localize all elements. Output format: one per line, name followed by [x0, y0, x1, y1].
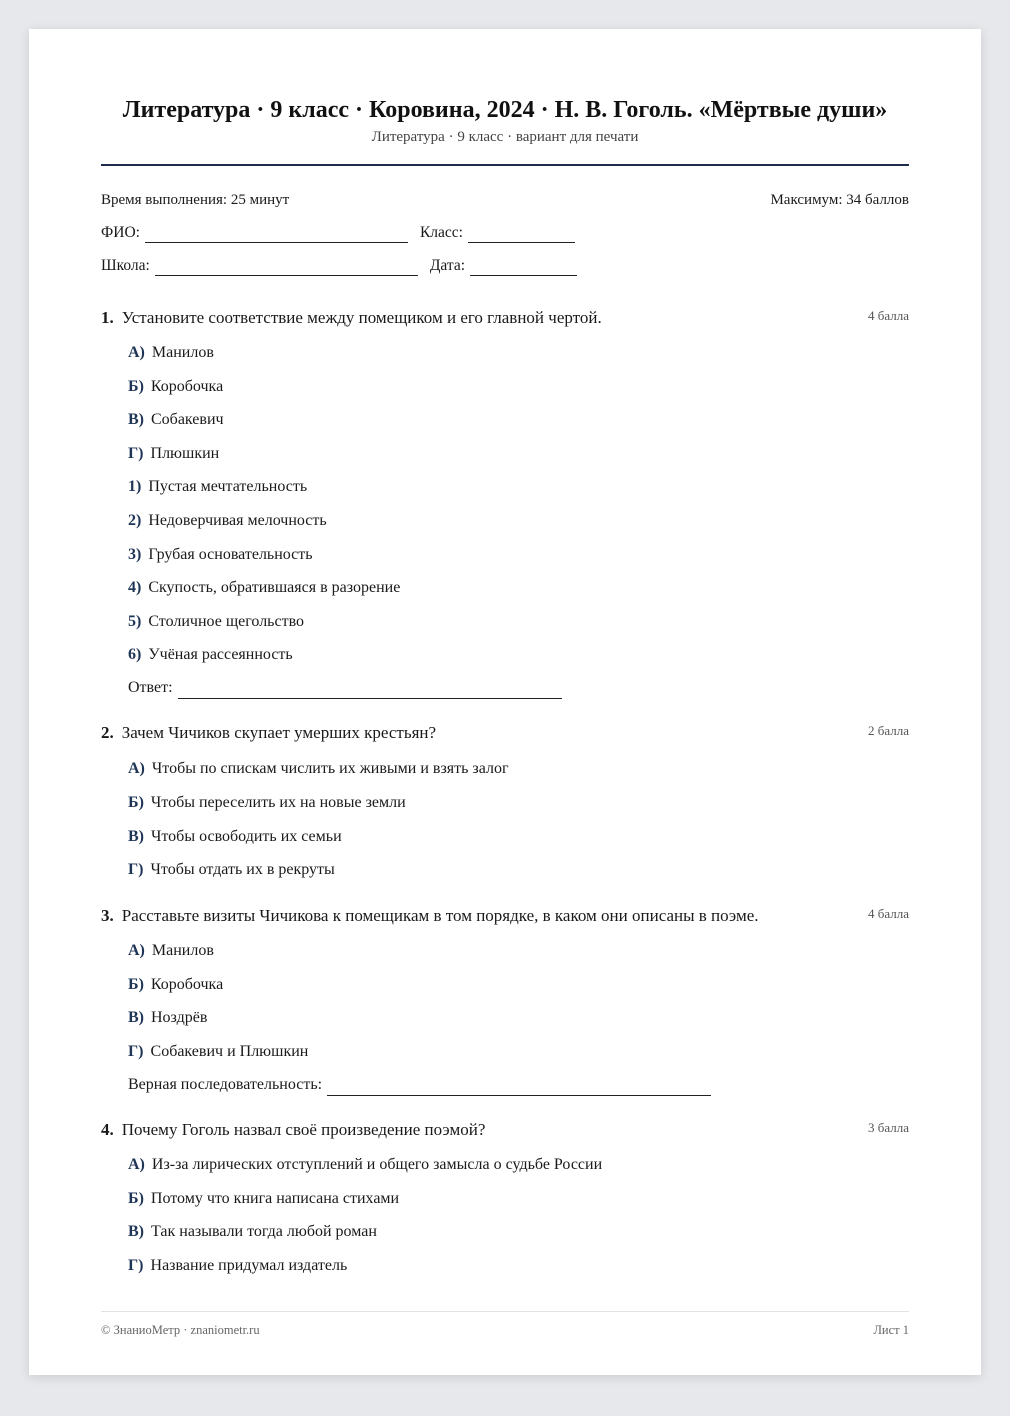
header-divider	[101, 164, 909, 166]
option-item: В) Собакевич	[128, 411, 224, 429]
answer-label: Ответ:	[128, 679, 173, 697]
school-field[interactable]	[155, 261, 418, 276]
question-number: 2.	[101, 723, 114, 743]
option-item: В) Так называли тогда любой роман	[128, 1223, 377, 1241]
question-number: 3.	[101, 906, 114, 926]
question-2	[101, 722, 909, 881]
question-points: 4 балла	[868, 308, 909, 323]
question-number: 1.	[101, 308, 114, 327]
answer-field[interactable]	[178, 683, 562, 699]
option-item: 1) Пустая мечтательность	[128, 478, 308, 496]
answer-row	[101, 677, 909, 699]
date-label: Дата:	[429, 257, 466, 274]
option-item: Г) Чтобы отдать их в рекруты	[128, 861, 335, 879]
answer-row	[101, 1074, 909, 1096]
school-date-row	[101, 256, 909, 276]
question-3	[101, 905, 909, 1096]
date-field[interactable]	[470, 261, 577, 276]
option-item: Б) Коробочка	[128, 377, 224, 395]
answer-field[interactable]	[327, 1080, 711, 1096]
option-item: А) Из-за лирических отступлений и общего замысла о судьбе России	[128, 1155, 603, 1173]
question-header	[101, 722, 909, 744]
time-limit: Время выполнения: 25 минут	[101, 192, 290, 208]
question-text: Почему Гоголь назвал своё произведение поэмой?	[121, 1119, 486, 1139]
question-points: 2 балла	[868, 723, 909, 739]
fio-label: ФИО:	[101, 224, 140, 241]
question-points: 4 балла	[868, 906, 909, 922]
option-item: 3) Грубая основательность	[128, 545, 313, 563]
question-number: 4.	[101, 1119, 114, 1139]
option-item: 2) Недоверчивая мелочность	[128, 511, 327, 529]
option-item: В) Ноздрёв	[128, 1009, 208, 1027]
option-item: 6) Учёная рассеянность	[128, 646, 293, 664]
fio-field[interactable]	[145, 228, 408, 243]
option-item: 4) Скупость, обратившаяся в разорение	[128, 579, 401, 597]
option-item: Г) Плюшкин	[128, 444, 220, 462]
option-item: А) Манилов	[128, 344, 214, 361]
option-item: Г) Название придумал издатель	[128, 1256, 348, 1274]
school-label: Школа:	[101, 257, 150, 274]
option-item: Б) Коробочка	[128, 975, 224, 993]
page-title: Литература · 9 класс · Коровина, 2024 · Н. В. Гоголь. «Мёртвые души»	[122, 97, 888, 123]
question-text: Расставьте визиты Чичикова к помещикам в том порядке, в каком они описаны в поэме.	[121, 906, 759, 926]
option-item: В) Чтобы освободить их семьи	[128, 827, 342, 845]
question-header	[101, 905, 909, 927]
option-item: 5) Столичное щегольство	[128, 612, 305, 630]
question-text: Установите соответствие между помещиком и его главной чертой.	[121, 308, 602, 327]
question-header	[101, 307, 909, 329]
option-item: Б) Потому что книга написана стихами	[128, 1189, 400, 1207]
question-header	[101, 1119, 909, 1141]
fio-class-row	[101, 223, 909, 243]
max-score: Максимум: 34 баллов	[770, 192, 909, 208]
answer-label: Верная последовательность:	[128, 1075, 323, 1093]
option-item: Б) Чтобы переселить их на новые земли	[128, 793, 406, 811]
footer-copyright: © ЗнаниоМетр · znaniometr.ru	[101, 1323, 260, 1337]
question-text: Зачем Чичиков скупает умерших крестьян?	[121, 723, 437, 743]
option-item: Г) Собакевич и Плюшкин	[128, 1042, 309, 1060]
question-points: 3 балла	[868, 1119, 909, 1135]
page-number: Лист 1	[873, 1323, 909, 1337]
class-field[interactable]	[468, 228, 575, 243]
worksheet-page	[29, 29, 981, 1375]
page-footer	[101, 1311, 909, 1338]
class-label: Класс:	[419, 224, 463, 241]
option-item: А) Чтобы по спискам числить их живыми и взять залог	[128, 760, 509, 778]
option-item: А) Манилов	[128, 942, 214, 960]
meta-row	[101, 190, 909, 210]
page-subtitle: Литература · 9 класс · вариант для печати	[371, 129, 639, 145]
question-1	[101, 307, 909, 699]
question-4	[101, 1119, 909, 1277]
